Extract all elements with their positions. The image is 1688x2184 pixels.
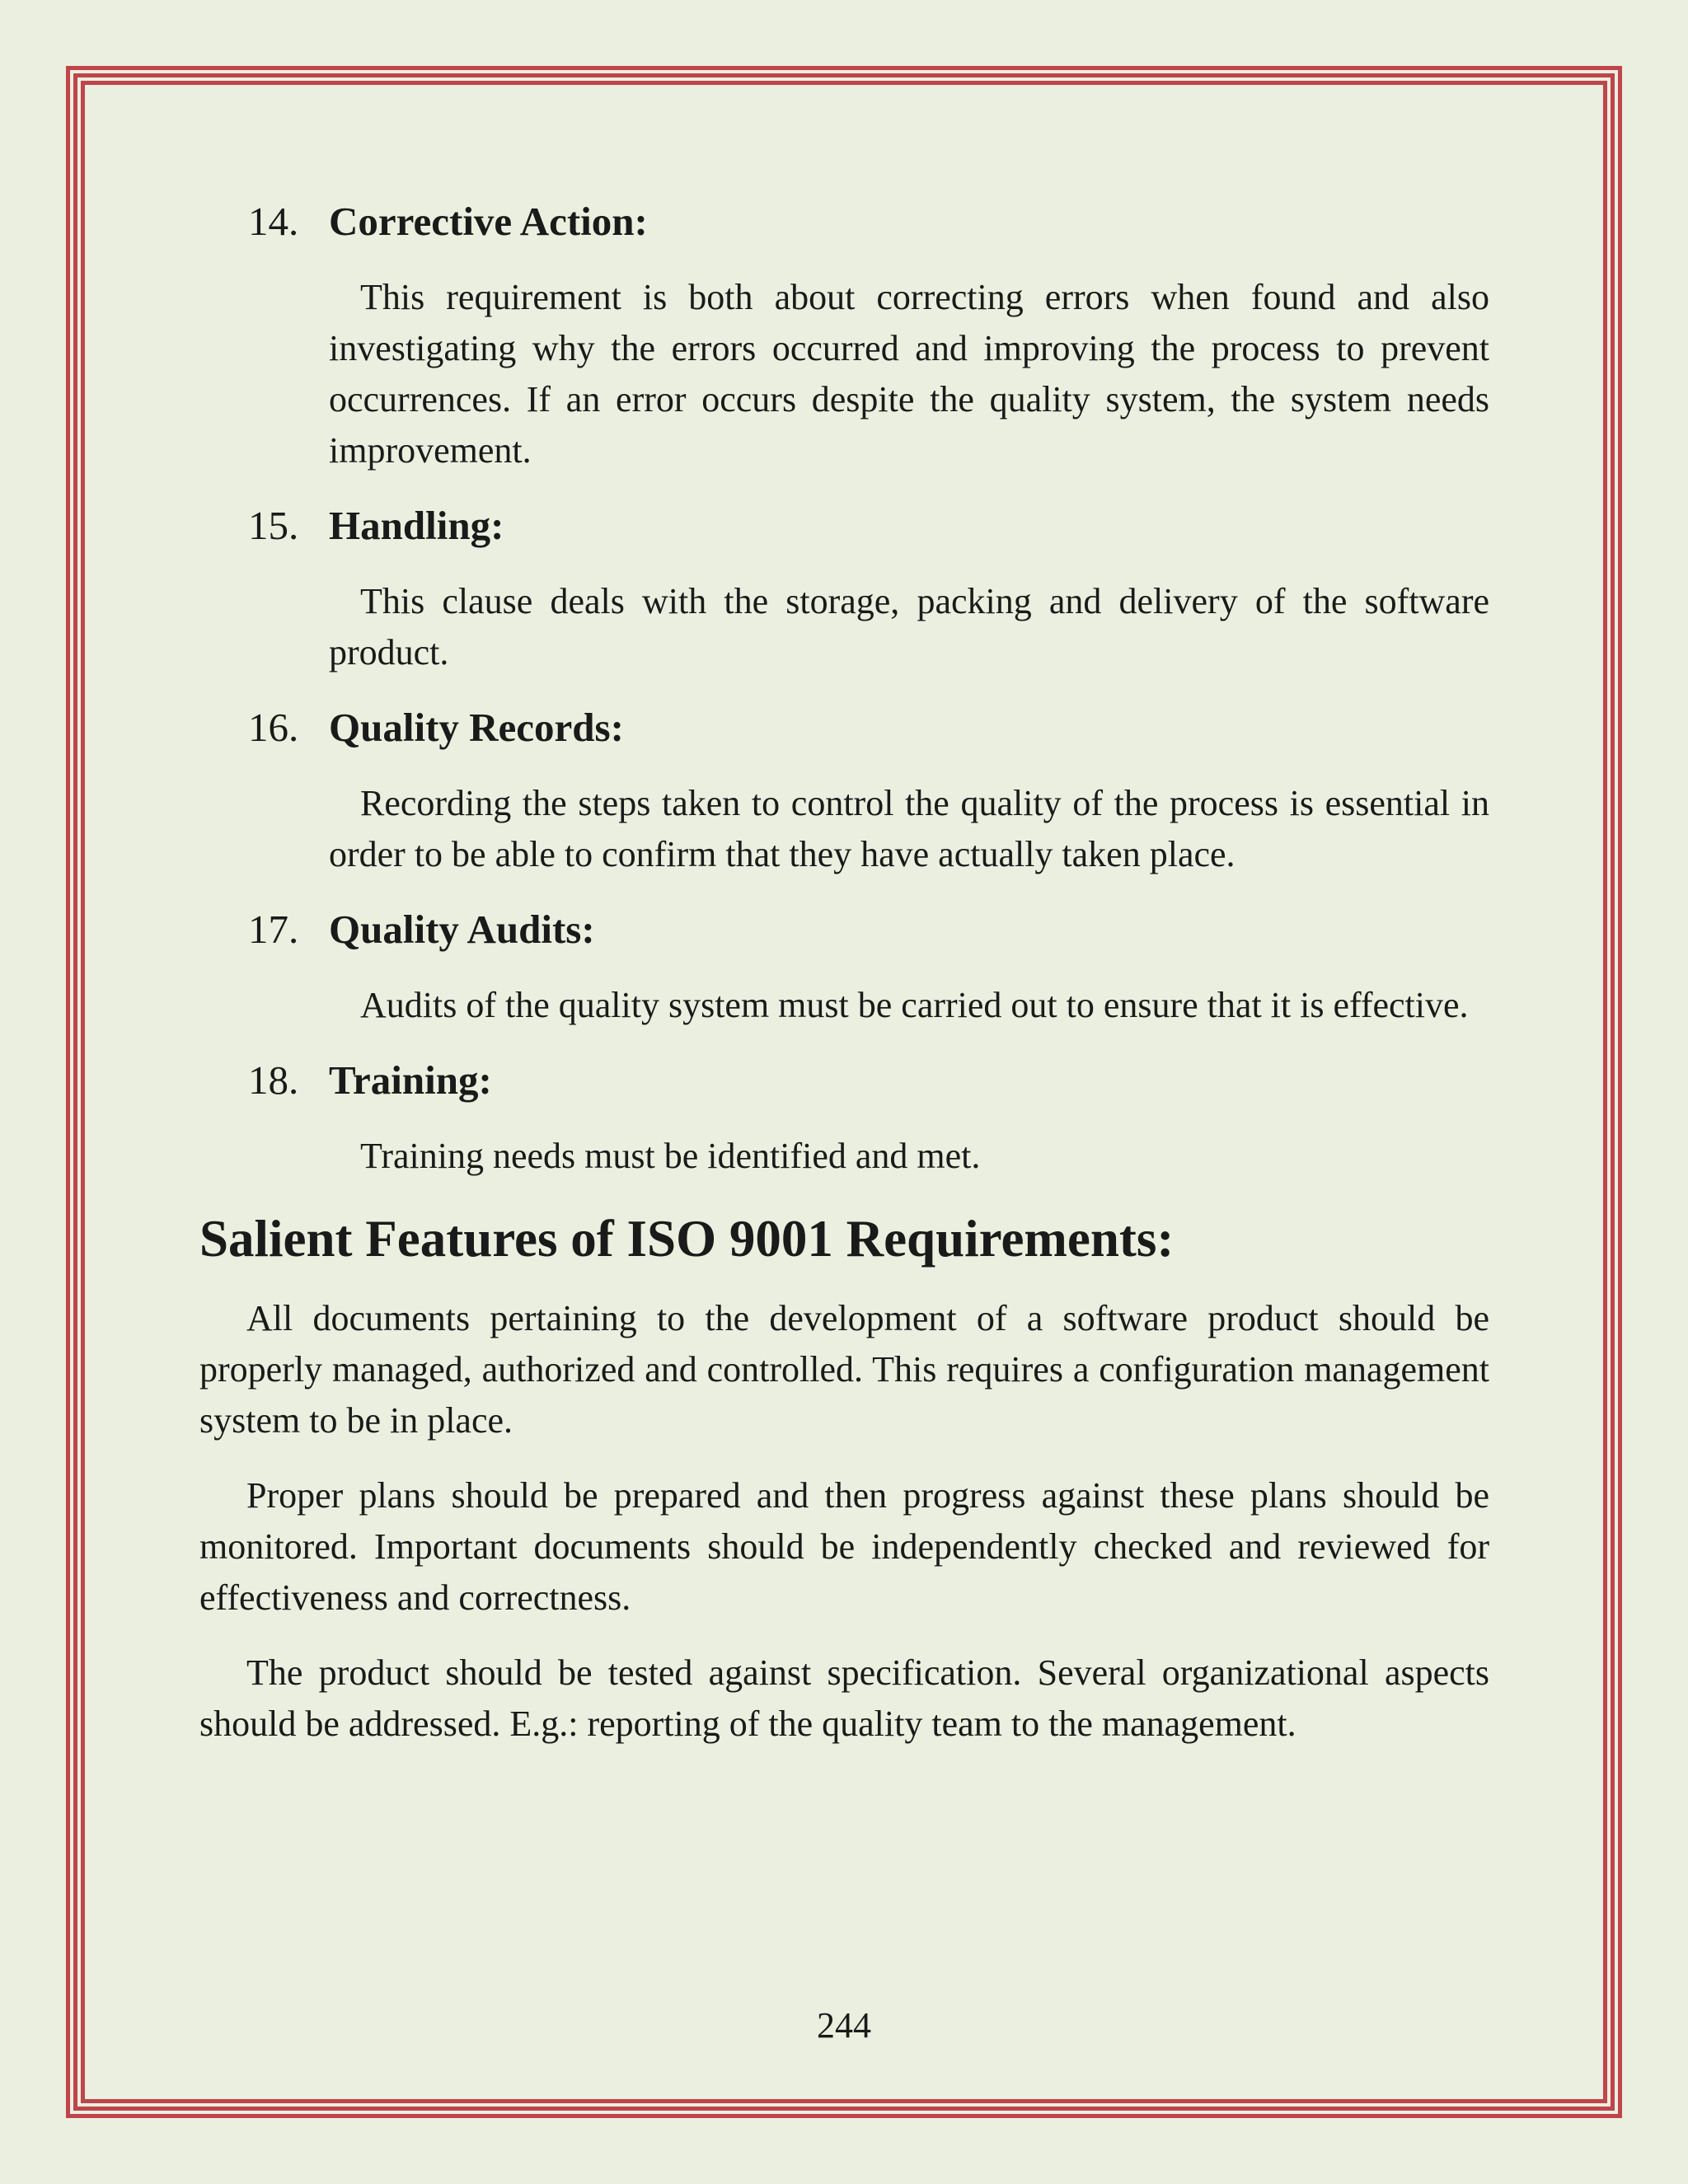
item-number: 17. bbox=[248, 907, 299, 952]
item-body: This clause deals with the storage, packing and delivery of the software product. bbox=[329, 581, 1489, 673]
section-heading: Salient Features of ISO 9001 Requirements: bbox=[199, 1210, 1175, 1268]
body-paragraph: All documents pertaining to the development of a software product should be properly managed, authorized and controlled. This requires a configuration management system to be in place. bbox=[199, 1298, 1489, 1441]
item-title: Corrective Action: bbox=[329, 199, 648, 244]
item-body: Training needs must be identified and met. bbox=[360, 1136, 981, 1176]
item-body: Audits of the quality system must be carried out to ensure that it is effective. bbox=[360, 985, 1469, 1025]
item-heading bbox=[199, 1055, 1489, 1106]
list-item-quality-audits bbox=[199, 904, 1489, 1031]
item-number: 16. bbox=[248, 705, 299, 750]
list-item-quality-records bbox=[199, 702, 1489, 880]
item-number: 18. bbox=[248, 1057, 299, 1103]
item-body: Recording the steps taken to control the quality of the process is essential in order to be able to confirm that they have actually taken place. bbox=[329, 783, 1489, 874]
item-title: Quality Records: bbox=[329, 705, 624, 750]
list-item-handling bbox=[199, 500, 1489, 678]
body-paragraph: The product should be tested against specification. Several organizational aspects should be addressed. E.g.: reporting of the quality team to the management. bbox=[199, 1652, 1489, 1744]
body-paragraph: Proper plans should be prepared and then progress against these plans should be monitored. Important documents should be independently checked and reviewed for effectiveness and correctness. bbox=[199, 1475, 1489, 1618]
item-heading bbox=[199, 702, 1489, 753]
list-item-corrective-action bbox=[199, 196, 1489, 476]
item-title: Quality Audits: bbox=[329, 907, 595, 952]
item-heading bbox=[199, 904, 1489, 955]
item-body: This requirement is both about correcting errors when found and also investigating why the errors occurred and improving the process to prevent occurrences. If an error occurs despite the quality system, the system needs improvement. bbox=[329, 277, 1489, 471]
item-title: Handling: bbox=[329, 503, 504, 548]
page-content bbox=[199, 196, 1489, 1774]
item-heading bbox=[199, 500, 1489, 551]
page-number: 244 bbox=[817, 2005, 871, 2046]
item-heading bbox=[199, 196, 1489, 247]
item-number: 15. bbox=[248, 503, 299, 548]
list-item-training bbox=[199, 1055, 1489, 1182]
item-title: Training: bbox=[329, 1057, 492, 1103]
item-number: 14. bbox=[248, 199, 299, 244]
